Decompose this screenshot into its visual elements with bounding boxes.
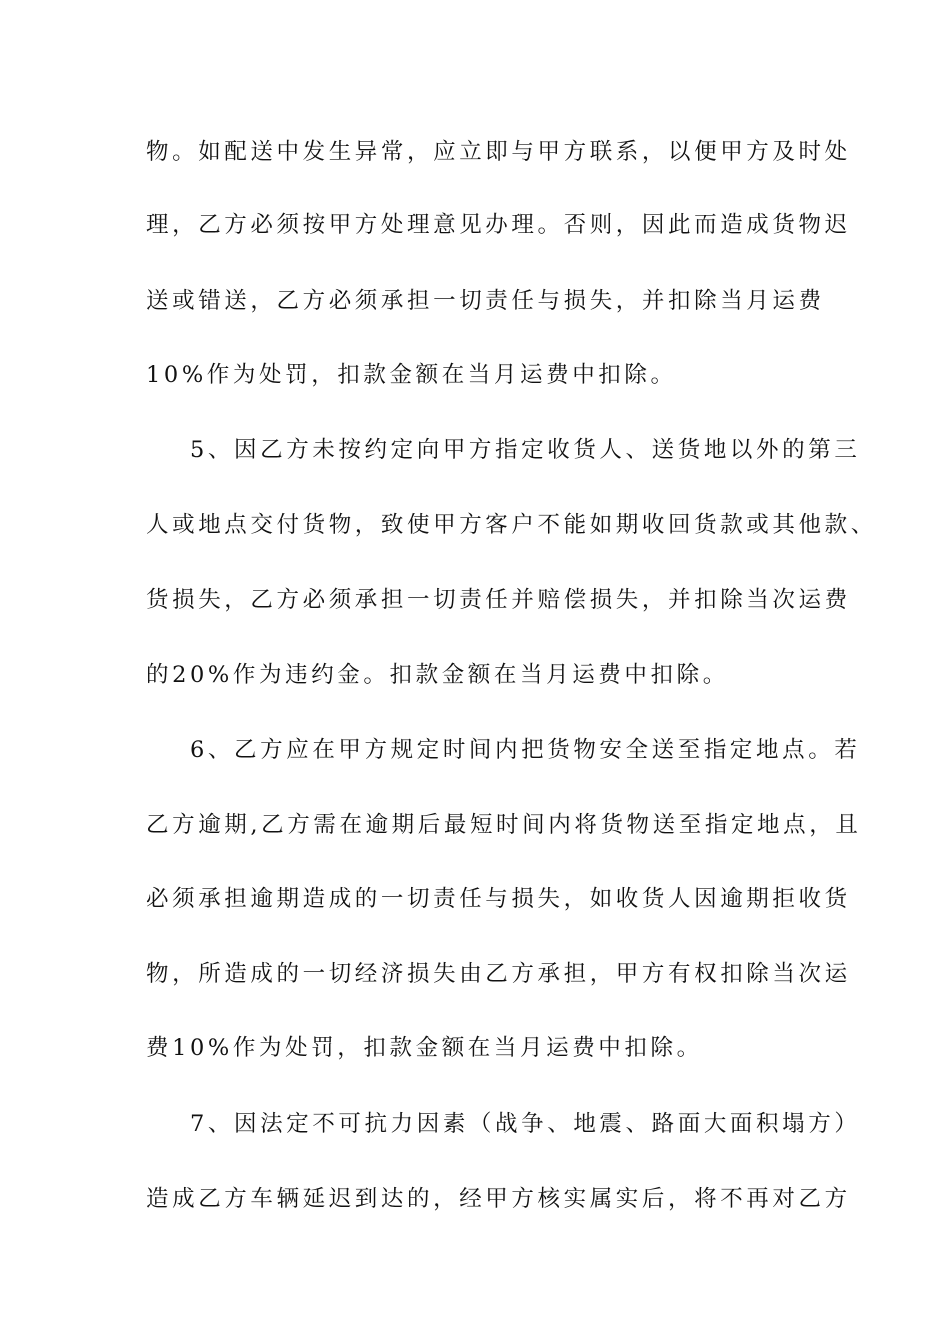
text-line: 物。如配送中发生异常，应立即与甲方联系，以便甲方及时处: [146, 139, 851, 165]
paragraph-5-start: 5、因乙方未按约定向甲方指定收货人、送货地以外的第三: [190, 437, 861, 463]
paragraph-6-start: 6、乙方应在甲方规定时间内把货物安全送至指定地点。若: [190, 737, 861, 763]
text-line: 必须承担逾期造成的一切责任与损失，如收货人因逾期拒收货: [146, 886, 851, 912]
text-line: 物，所造成的一切经济损失由乙方承担，甲方有权扣除当次运: [146, 961, 851, 987]
text-line: 送或错送，乙方必须承担一切责任与损失，并扣除当月运费: [146, 288, 825, 314]
text-line: 货损失，乙方必须承担一切责任并赔偿损失，并扣除当次运费: [146, 587, 851, 613]
text-line: 乙方逾期,乙方需在逾期后最短时间内将货物送至指定地点，且: [146, 812, 862, 838]
text-line: 10%作为处罚，扣款金额在当月运费中扣除。: [146, 362, 677, 388]
text-line: 理，乙方必须按甲方处理意见办理。否则，因此而造成货物迟: [146, 212, 851, 238]
text-line: 人或地点交付货物，致使甲方客户不能如期收回货款或其他款、: [146, 512, 877, 538]
paragraph-7-start: 7、因法定不可抗力因素（战争、地震、路面大面积塌方）: [190, 1111, 861, 1137]
text-line: 造成乙方车辆延迟到达的，经甲方核实属实后，将不再对乙方: [146, 1186, 851, 1212]
text-line: 的20%作为违约金。扣款金额在当月运费中扣除。: [146, 662, 729, 688]
text-line: 费10%作为处罚，扣款金额在当月运费中扣除。: [146, 1035, 703, 1061]
